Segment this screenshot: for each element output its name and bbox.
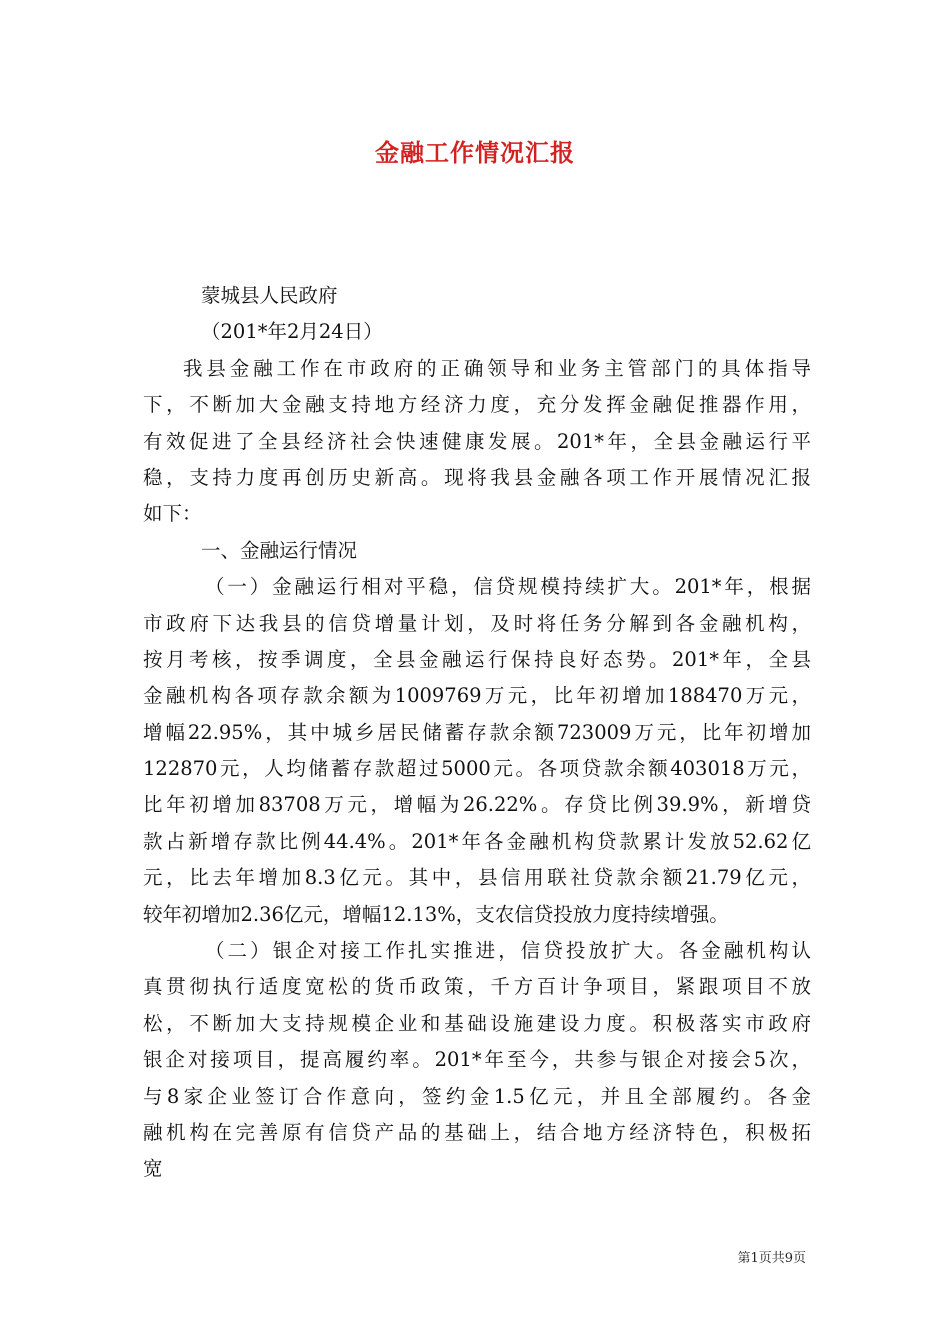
- paragraph-line: 122870元，人均储蓄存款超过5000元。各项贷款余额403018万元，: [143, 757, 811, 781]
- document-body: [143, 278, 811, 1188]
- paragraph-line: 与8家企业签订合作意向，签约金1.5亿元，并且全部履约。各金: [143, 1084, 811, 1108]
- paragraph-line: 银企对接项目，提高履约率。201*年至今，共参与银企对接会5次，: [143, 1048, 811, 1072]
- page-indicator: 第1页共9页: [737, 1251, 806, 1266]
- subsection-1-paragraph: [143, 569, 811, 933]
- paragraph-line: 较年初增加2.36亿元，增幅12.13%，支农信贷投放力度持续增强。: [143, 902, 729, 926]
- paragraph-line: （二）银企对接工作扎实推进，信贷投放扩大。各金融机构认: [205, 939, 811, 963]
- report-date: （201*年2月24日）: [201, 320, 383, 344]
- paragraph-line: 宽: [143, 1157, 163, 1181]
- paragraph-line: 有效促进了全县经济社会快速健康发展。201*年，全县金融运行平: [143, 429, 811, 453]
- paragraph-line: 松，不断加大支持规模企业和基础设施建设力度。积极落实市政府: [143, 1011, 811, 1035]
- paragraph-line: 真贯彻执行适度宽松的货币政策，千方百计争项目，紧跟项目不放: [143, 975, 811, 999]
- subsection-2-paragraph: [143, 933, 811, 1188]
- paragraph-line: 按月考核，按季调度，全县金融运行保持良好态势。201*年，全县: [143, 647, 811, 671]
- paragraph-line: 下，不断加大金融支持地方经济力度，充分发挥金融促推器作用，: [143, 393, 811, 417]
- author-org: 蒙城县人民政府: [201, 284, 338, 307]
- paragraph-line: 市政府下达我县的信贷增量计划，及时将任务分解到各金融机构，: [143, 611, 811, 635]
- paragraph-line: 比年初增加83708万元，增幅为26.22%。存贷比例39.9%，新增贷: [143, 793, 811, 817]
- paragraph-line: （一）金融运行相对平稳，信贷规模持续扩大。201*年，根据: [205, 575, 811, 599]
- paragraph-line: 我县金融工作在市政府的正确领导和业务主管部门的具体指导: [183, 356, 811, 380]
- paragraph-line: 融机构在完善原有信贷产品的基础上，结合地方经济特色，积极拓: [143, 1120, 811, 1144]
- paragraph-line: 金融机构各项存款余额为1009769万元，比年初增加188470万元，: [143, 684, 811, 708]
- intro-paragraph: [143, 351, 811, 533]
- paragraph-line: 款占新增存款比例44.4%。201*年各金融机构贷款累计发放52.62亿: [143, 829, 811, 853]
- paragraph-line: 元，比去年增加8.3亿元。其中，县信用联社贷款余额21.79亿元，: [143, 866, 811, 890]
- paragraph-line: 稳，支持力度再创历史新高。现将我县金融各项工作开展情况汇报: [143, 465, 811, 489]
- paragraph-line: 如下：: [143, 502, 202, 526]
- paragraph-line: 增幅22.95%，其中城乡居民储蓄存款余额723009万元，比年初增加: [143, 720, 811, 744]
- document-title: 金融工作情况汇报: [375, 138, 575, 167]
- section-heading: 一、金融运行情况: [201, 538, 358, 562]
